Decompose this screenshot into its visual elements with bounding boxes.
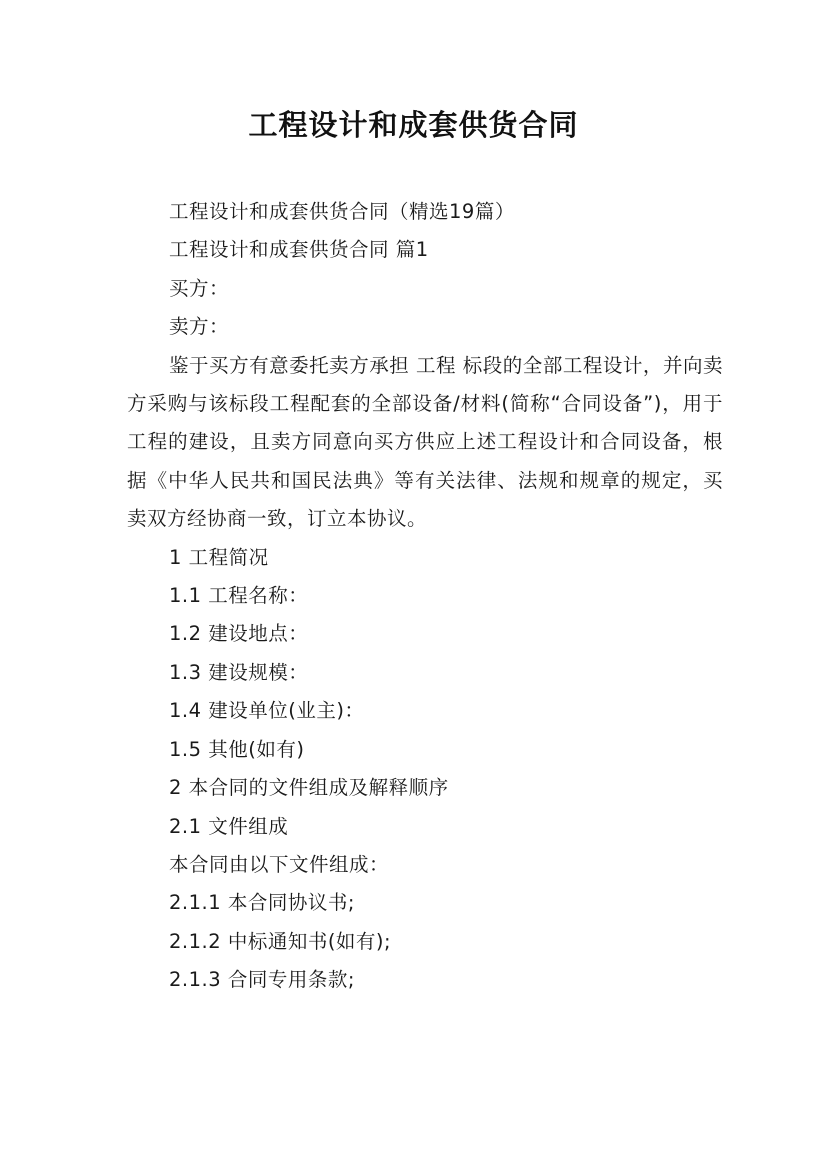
paragraph-clause-1-4: 1.4 建设单位(业主)： [169, 699, 365, 723]
paragraph-composition-intro: 本合同由以下文件组成： [169, 852, 390, 876]
paragraph-clause-2-1: 2.1 文件组成 [169, 814, 289, 838]
paragraph-clause-2: 2 本合同的文件组成及解释顺序 [169, 776, 449, 800]
paragraph-clause-2-1-3: 2.1.3 合同专用条款; [169, 968, 355, 992]
paragraph-subtitle: 工程设计和成套供货合同（精选19篇） [169, 200, 515, 223]
paragraph-clause-2-1-1: 2.1.1 本合同协议书; [169, 891, 355, 915]
paragraph-clause-1-1: 1.1 工程名称： [169, 584, 309, 608]
paragraph-preamble: 鉴于买方有意委托卖方承担 工程 标段的全部工程设计，并向卖方采购与该标段工程配套的全部设备/材料(简称“合同设备”)，用于 工程的建设，且卖方同意向买方供应上述工程设计和合同设备，根据《中华人民共和国民法典》等有关法律、法规和规章的规定，买卖双方经协商一致，订立本协议。 [127, 353, 723, 531]
paragraph-section-heading: 工程设计和成套供货合同 篇1 [169, 238, 429, 262]
paragraph-seller: 卖方： [169, 315, 230, 339]
paragraph-clause-2-1-2: 2.1.2 中标通知书(如有); [169, 929, 392, 953]
paragraph-clause-1-2: 1.2 建设地点： [169, 622, 309, 646]
document-title: 工程设计和成套供货合同 [248, 108, 579, 142]
document-body [127, 193, 723, 1000]
paragraph-clause-1-3: 1.3 建设规模： [169, 660, 309, 684]
paragraph-buyer: 买方： [169, 276, 230, 300]
paragraph-clause-1: 1 工程简况 [169, 545, 269, 569]
paragraph-clause-1-5: 1.5 其他(如有) [169, 737, 305, 761]
